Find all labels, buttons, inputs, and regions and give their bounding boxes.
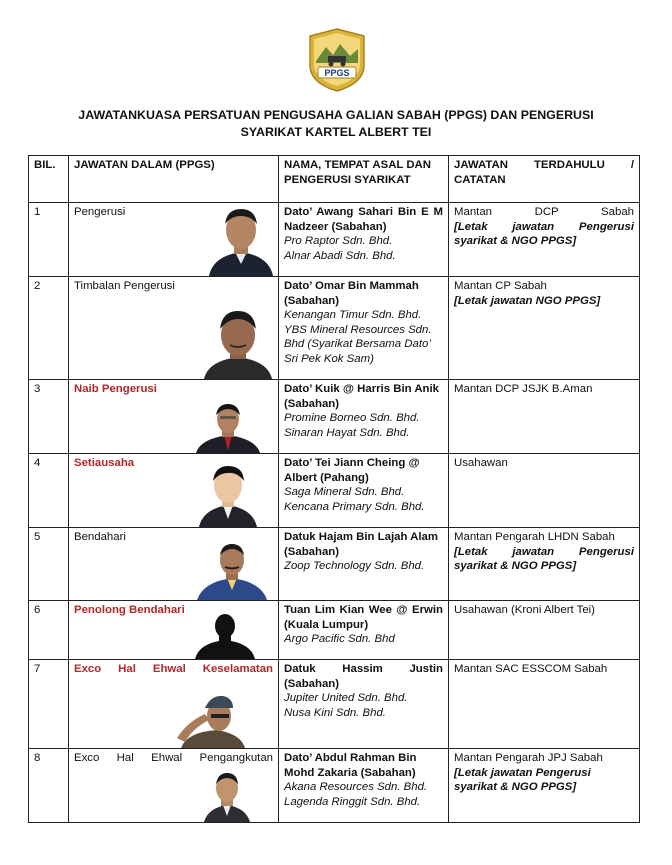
resignation-note: [Letak jawatan Pengerusi syarikat & NGO PPGS]: [454, 220, 634, 248]
portrait-photo: [202, 307, 274, 379]
name-cell: [279, 601, 449, 660]
name-cell: [279, 660, 449, 749]
person-name: Dato’ Abdul Rahman Bin Mohd Zakaria (Sabahan): [284, 752, 417, 779]
catatan-cell: [449, 660, 640, 749]
portrait-photo: [194, 401, 262, 453]
person-name: Dato’ Kuik @ Harris Bin Anik (Sabahan): [284, 383, 439, 410]
row-number: 7: [29, 660, 69, 749]
role-label: Setiausaha: [74, 457, 135, 469]
person-name: Tuan Lim Kian Wee @ Erwin (Kuala Lumpur): [284, 604, 443, 631]
company-name: YBS Mineral Resources Sdn. Bhd (Syarikat Bersama Dato’ Sri Pek Kok Sam): [284, 323, 432, 365]
header-catatan: JAWATAN TERDAHULU / CATATAN: [449, 156, 640, 203]
role-cell: [69, 454, 279, 528]
company-name: Sinaran Hayat Sdn. Bhd.: [284, 426, 410, 439]
person-name: Dato’ Omar Bin Mammah (Sabahan): [284, 280, 419, 307]
role-label: Penolong Bendahari: [74, 604, 185, 616]
company-name: Nusa Kini Sdn. Bhd.: [284, 706, 386, 719]
person-name: Datuk Hassim Justin (Sabahan): [284, 663, 443, 690]
portrait-photo: [197, 542, 267, 600]
portrait-photo: [177, 692, 247, 748]
row-number: 5: [29, 528, 69, 601]
catatan-cell: [449, 528, 640, 601]
catatan-cell: [449, 380, 640, 454]
role-label: Timbalan Pengerusi: [74, 280, 175, 292]
company-name: Lagenda Ringgit Sdn. Bhd.: [284, 795, 421, 808]
catatan-cell: [449, 203, 640, 277]
resignation-note: [Letak jawatan Pengerusi syarikat & NGO PPGS]: [454, 545, 634, 573]
role-cell: [69, 660, 279, 749]
catatan-cell: [449, 277, 640, 380]
header-bil: BIL.: [29, 156, 69, 203]
role-cell: [69, 528, 279, 601]
portrait-photo: [197, 463, 259, 527]
logo-text: PPGS: [324, 68, 350, 78]
company-name: Zoop Technology Sdn. Bhd.: [284, 560, 425, 573]
table-row: [29, 601, 640, 660]
header-nama: NAMA, TEMPAT ASAL DAN PENGERUSI SYARIKAT: [279, 156, 449, 203]
table-row: [29, 277, 640, 380]
name-cell: [279, 528, 449, 601]
catatan-cell: [449, 601, 640, 660]
role-label: Exco Hal Ehwal Pengangkutan: [74, 752, 273, 764]
table-row: [29, 380, 640, 454]
role-label: Bendahari: [74, 531, 126, 543]
previous-position: Usahawan (Kroni Albert Tei): [454, 604, 595, 616]
header-jawatan: JAWATAN DALAM (PPGS): [69, 156, 279, 203]
previous-position: Usahawan: [454, 457, 508, 469]
company-name: Akana Resources Sdn. Bhd.: [284, 781, 428, 794]
previous-position: Mantan SAC ESSCOM Sabah: [454, 663, 608, 675]
title-line-2: SYARIKAT KARTEL ALBERT TEI: [240, 125, 432, 139]
resignation-note: [Letak jawatan Pengerusi syarikat & NGO PPGS]: [454, 766, 591, 794]
person-name: Dato’ Awang Sahari Bin E M Nadzeer (Sabahan): [284, 206, 443, 233]
person-name: Dato’ Tei Jiann Cheing @ Albert (Pahang): [284, 457, 420, 484]
table-row: [29, 528, 640, 601]
company-name: Jupiter United Sdn. Bhd.: [284, 692, 408, 705]
ppgs-logo: [306, 27, 368, 93]
table-row: [29, 454, 640, 528]
role-cell: [69, 380, 279, 454]
company-name: Promine Borneo Sdn. Bhd.: [284, 412, 420, 425]
role-cell: [69, 601, 279, 660]
company-name: Pro Raptor Sdn. Bhd.: [284, 235, 393, 248]
row-number: 8: [29, 749, 69, 823]
silhouette-placeholder: [195, 613, 255, 659]
previous-position: Mantan CP Sabah: [454, 280, 547, 292]
previous-position: Mantan Pengarah LHDN Sabah: [454, 531, 615, 543]
name-cell: [279, 277, 449, 380]
catatan-cell: [449, 749, 640, 823]
person-name: Datuk Hajam Bin Lajah Alam (Sabahan): [284, 531, 439, 558]
resignation-note: [Letak jawatan NGO PPGS]: [454, 294, 601, 307]
previous-position: Mantan DCP JSJK B.Aman: [454, 383, 593, 395]
name-cell: [279, 454, 449, 528]
document-title: [0, 107, 672, 141]
table-header-row: [29, 156, 640, 203]
company-name: Saga Mineral Sdn. Bhd.: [284, 486, 405, 499]
role-cell: [69, 203, 279, 277]
name-cell: [279, 380, 449, 454]
row-number: 4: [29, 454, 69, 528]
company-name: Kencana Primary Sdn. Bhd.: [284, 500, 425, 513]
role-cell: [69, 749, 279, 823]
role-label: Pengerusi: [74, 206, 126, 218]
row-number: 2: [29, 277, 69, 380]
role-cell: [69, 277, 279, 380]
role-label: Exco Hal Ehwal Keselamatan: [74, 663, 273, 675]
portrait-photo: [207, 204, 275, 276]
company-name: Alnar Abadi Sdn. Bhd.: [284, 249, 396, 262]
row-number: 6: [29, 601, 69, 660]
role-label: Naib Pengerusi: [74, 383, 157, 395]
table-row: [29, 203, 640, 277]
name-cell: [279, 749, 449, 823]
table-row: [29, 660, 640, 749]
previous-position: Mantan DCP Sabah: [454, 206, 634, 218]
catatan-cell: [449, 454, 640, 528]
name-cell: [279, 203, 449, 277]
row-number: 1: [29, 203, 69, 277]
company-name: Kenangan Timur Sdn. Bhd.: [284, 309, 422, 322]
title-line-1: JAWATANKUASA PERSATUAN PENGUSAHA GALIAN SABAH (PPGS) DAN PENGERUSI: [78, 108, 594, 122]
row-number: 3: [29, 380, 69, 454]
table-row: [29, 749, 640, 823]
portrait-photo: [204, 770, 250, 822]
previous-position: Mantan Pengarah JPJ Sabah: [454, 752, 603, 764]
company-name: Argo Pacific Sdn. Bhd: [284, 633, 395, 646]
committee-table: [28, 155, 640, 823]
